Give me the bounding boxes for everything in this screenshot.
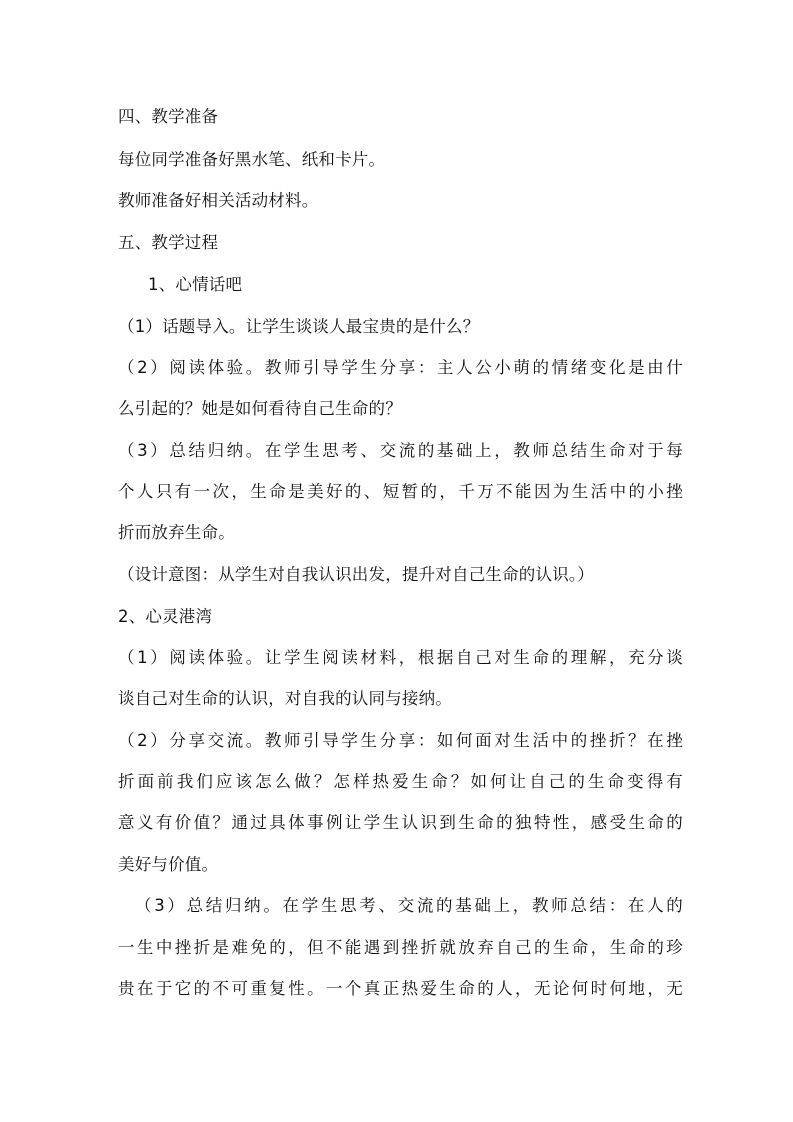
paragraph-line: 折而放弃生命。 [118,523,235,542]
paragraph-line: 美好与价值。 [118,855,219,874]
paragraph-line: （3）总结归纳。在学生思考、交流的基础上，教师总结生命对于每 [118,441,683,460]
paragraph-line: 个人只有一次，生命是美好的、短暂的，千万不能因为生活中的小挫 [118,482,683,501]
paragraph-line: 谈自己对生命的认识，对自我的认同与接纳。 [118,689,452,708]
paragraph-line: （3）总结归纳。在学生思考、交流的基础上，教师总结：在人的 [135,896,683,915]
paragraph-line: 每位同学准备好黑水笔、纸和卡片。 [118,150,386,169]
paragraph-line: （2）分享交流。教师引导学生分享：如何面对生活中的挫折？在挫 [118,731,683,750]
section-heading-preparation: 四、教学准备 [118,107,219,126]
subheading-mood-talk: 1、心情话吧 [148,275,243,294]
design-intent-note: （设计意图：从学生对自我认识出发，提升对自己生命的认识。） [118,565,595,584]
paragraph-line: 意义有价值？通过具体事例让学生认识到生命的独特性，感受生命的 [118,813,683,832]
paragraph-line: 教师准备好相关活动材料。 [118,191,319,210]
section-heading-process: 五、教学过程 [118,233,219,252]
subheading-soul-harbor: 2、心灵港湾 [118,607,213,626]
paragraph-line: 么引起的？她是如何看待自己生命的？ [118,399,402,418]
paragraph-line: （2）阅读体验。教师引导学生分享：主人公小萌的情绪变化是由什 [118,358,683,377]
paragraph-line: 一生中挫折是难免的，但不能遇到挫折就放弃自己的生命，生命的珍 [118,938,683,957]
paragraph-line: 折面前我们应该怎么做？怎样热爱生命？如何让自己的生命变得有 [118,772,683,791]
paragraph-line: （1）阅读体验。让学生阅读材料，根据自己对生命的理解，充分谈 [118,648,683,667]
paragraph-line: （1）话题导入。让学生谈谈人最宝贵的是什么？ [118,317,480,336]
paragraph-line: 贵在于它的不可重复性。一个真正热爱生命的人，无论何时何地，无 [118,979,683,998]
